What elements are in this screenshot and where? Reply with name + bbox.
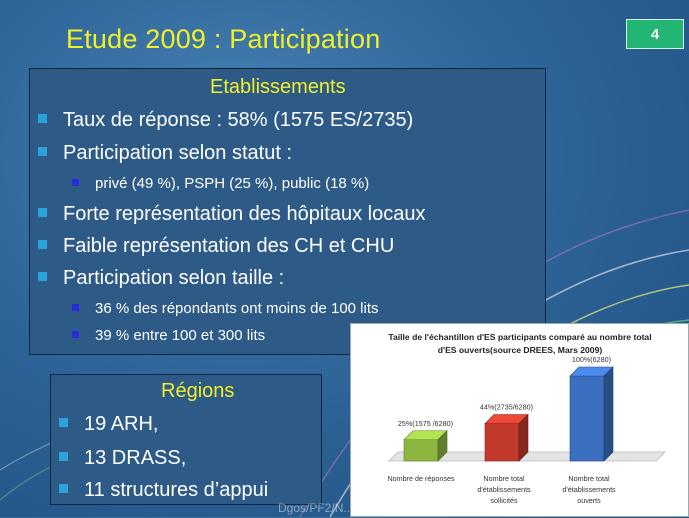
- etablissements-item: Taux de réponse : 58% (1575 ES/2735): [38, 109, 413, 132]
- regions-item: 19 ARH,: [59, 413, 158, 436]
- square-bullet-icon: [72, 304, 79, 311]
- square-bullet-icon: [72, 179, 79, 186]
- chart-category-label: ouverts: [577, 496, 601, 505]
- etablissements-item: Forte représentation des hôpitaux locaux: [38, 203, 425, 226]
- square-bullet-icon: [72, 331, 79, 338]
- chart-data-label: 44%(2735/6280): [479, 402, 534, 412]
- sample-size-chart: [350, 323, 689, 517]
- square-bullet-icon: [59, 418, 68, 427]
- chart-bar-side: [604, 367, 613, 461]
- chart-category-label: Nombre total: [483, 474, 525, 483]
- etablissements-item: Participation selon taille :: [38, 267, 284, 290]
- square-bullet-icon: [38, 272, 47, 281]
- footer-text: Dgos/PF2/N...: [278, 501, 354, 515]
- chart-category-label: Nombre de réponses: [387, 474, 455, 483]
- regions-box: [50, 374, 322, 505]
- etablissements-item: Participation selon statut :: [38, 142, 292, 165]
- page-number-badge: 4: [626, 19, 684, 49]
- chart-title: d'ES ouverts(source DREES, Mars 2009): [437, 345, 603, 355]
- etablissements-subitem: 39 % entre 100 et 300 lits: [72, 327, 265, 344]
- square-bullet-icon: [59, 452, 68, 461]
- regions-heading: Régions: [161, 380, 235, 402]
- etablissements-box: [29, 68, 546, 355]
- slide-title: Etude 2009 : Participation: [66, 24, 381, 54]
- regions-item: 11 structures d’appui: [59, 479, 268, 502]
- chart-data-label: 25%(1575 /6280): [397, 418, 454, 428]
- square-bullet-icon: [38, 147, 47, 156]
- square-bullet-icon: [38, 240, 47, 249]
- chart-bar: [485, 424, 519, 461]
- chart-category-label: d'établissements: [562, 485, 616, 494]
- regions-item: 13 DRASS,: [59, 447, 186, 470]
- chart-category-label: d'établissements: [477, 485, 531, 494]
- chart-bar: [570, 376, 604, 461]
- chart-title: Taille de l'échantillon d'ES participants comparé au nombre total: [388, 332, 652, 342]
- etablissements-subitem: privé (49 %), PSPH (25 %), public (18 %): [72, 175, 369, 192]
- etablissements-heading: Etablissements: [210, 76, 346, 98]
- etablissements-item: Faible représentation des CH et CHU: [38, 235, 394, 258]
- chart-canvas: [351, 324, 689, 518]
- etablissements-subitem: 36 % des répondants ont moins de 100 lits: [72, 300, 379, 317]
- square-bullet-icon: [38, 114, 47, 123]
- square-bullet-icon: [38, 208, 47, 217]
- chart-bar: [404, 440, 438, 461]
- square-bullet-icon: [59, 484, 68, 493]
- chart-data-label: 100%(6280): [571, 355, 612, 364]
- chart-category-label: sollicités: [490, 496, 518, 505]
- chart-category-label: Nombre total: [568, 474, 610, 483]
